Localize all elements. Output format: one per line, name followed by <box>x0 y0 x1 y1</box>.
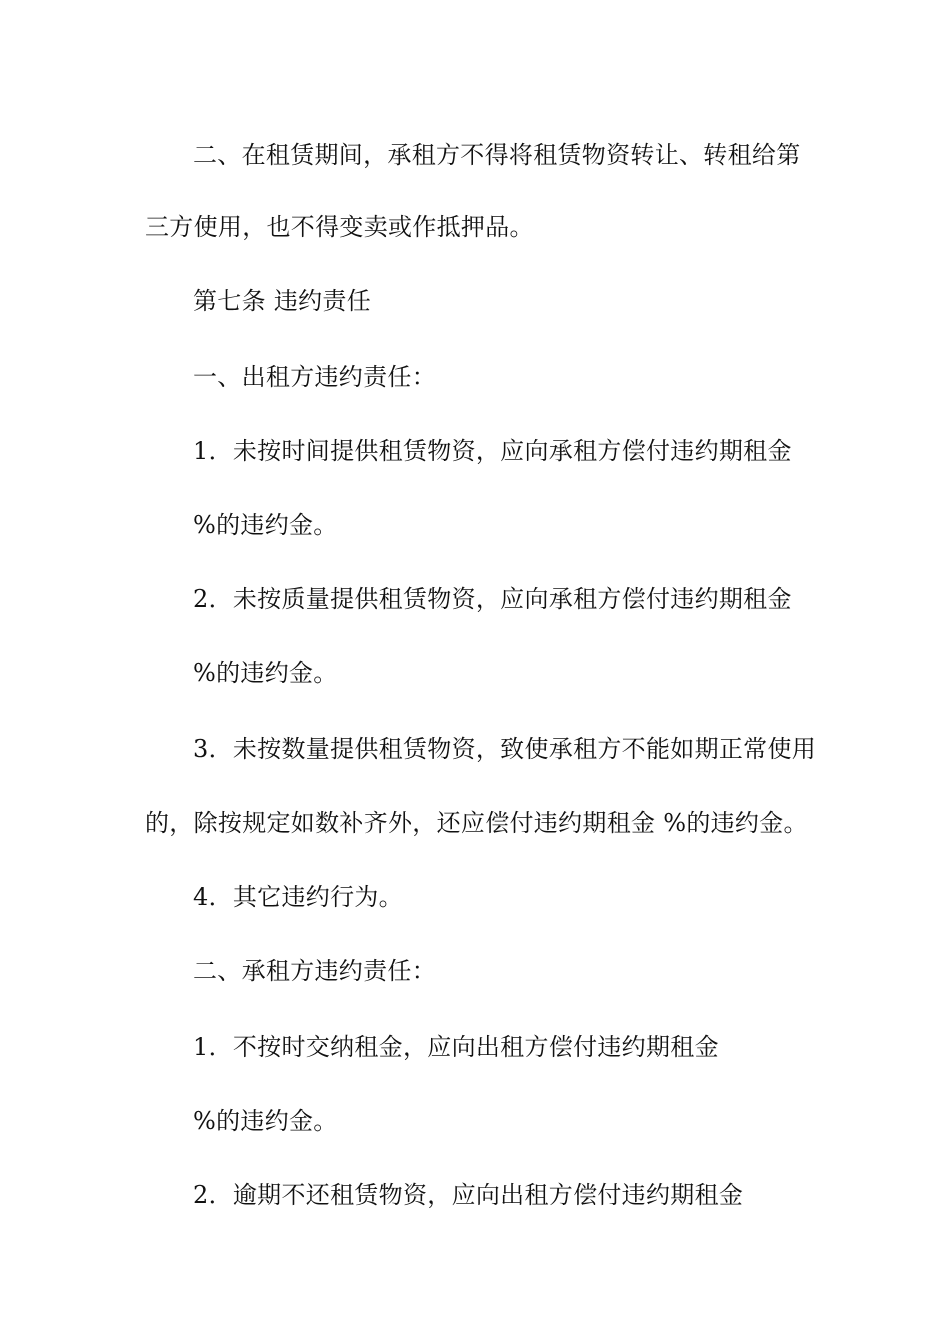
list-item: 1．未按时间提供租赁物资，应向承租方偿付违约期租金 <box>193 437 792 465</box>
paragraph-line: 三方使用，也不得变卖或作抵押品。 <box>145 213 534 241</box>
list-item: 4．其它违约行为。 <box>193 883 403 911</box>
list-item: 2．逾期不还租赁物资，应向出租方偿付违约期租金 <box>193 1181 744 1209</box>
list-item: 1．不按时交纳租金，应向出租方偿付违约期租金 <box>193 1033 719 1061</box>
list-item: 2．未按质量提供租赁物资，应向承租方偿付违约期租金 <box>193 585 792 613</box>
list-item-continuation: 的，除按规定如数补齐外，还应偿付违约期租金 %的违约金。 <box>145 809 808 837</box>
list-item: 3．未按数量提供租赁物资，致使承租方不能如期正常使用 <box>193 735 817 763</box>
paragraph-line: 二、在租赁期间，承租方不得将租赁物资转让、转租给第 <box>193 141 801 169</box>
list-item-continuation: %的违约金。 <box>193 1107 338 1135</box>
article-heading: 第七条 违约责任 <box>193 287 372 315</box>
list-item-continuation: %的违约金。 <box>193 659 338 687</box>
section-heading: 一、出租方违约责任： <box>193 363 436 391</box>
section-heading: 二、承租方违约责任： <box>193 957 436 985</box>
list-item-continuation: %的违约金。 <box>193 511 338 539</box>
